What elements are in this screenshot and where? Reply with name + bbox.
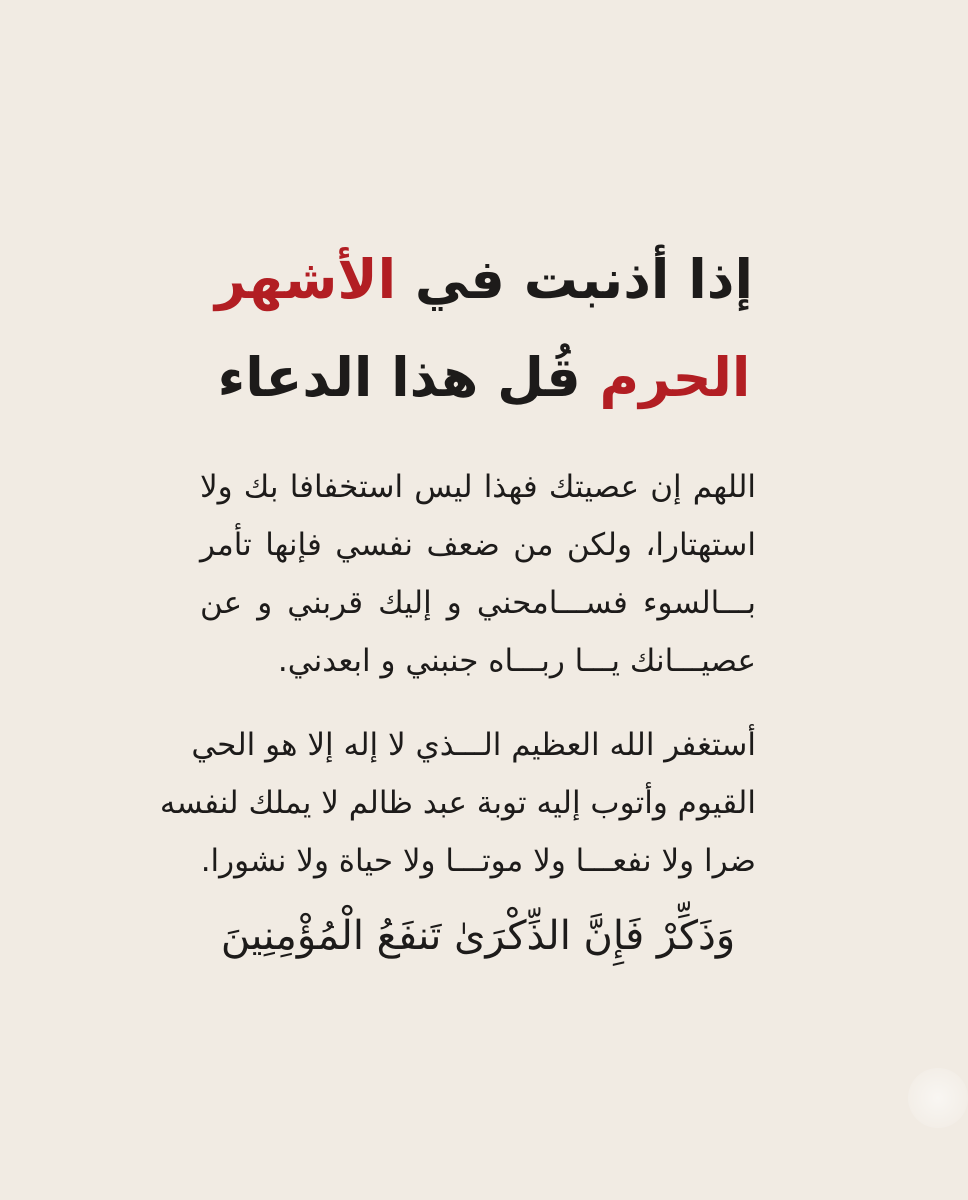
title-line-2 [180, 346, 788, 411]
corner-glare [908, 1068, 968, 1128]
istighfar-line: القيوم وأتوب إليه توبة عبد ظالم لا يملك لنفسه [159, 785, 756, 821]
title-line-1-text: إذا أذنبت في [414, 248, 753, 311]
title-line-2-text: قُل هذا الدعاء [217, 346, 581, 409]
dua-line: استهتارا، ولكن من ضعف نفسي فإنها تأمر [200, 527, 756, 563]
title-line-1 [180, 248, 788, 313]
istighfar-line: ضرا ولا نفعـــا ولا موتـــا ولا حياة ولا نشورا. [200, 843, 756, 879]
dua-paragraph-1 [200, 458, 756, 690]
dua-line: عصيـــانك يـــا ربـــاه جنبني و ابعدني. [277, 643, 756, 679]
dua-line: بـــالسوء فســـامحني و إليك قربني و عن [200, 585, 756, 621]
title-line-1-accent: الأشهر [215, 248, 397, 311]
quran-verse: وَذَكِّرْ فَإِنَّ الذِّكْرَىٰ تَنفَعُ الْمُؤْمِنِينَ [220, 913, 736, 959]
title-line-2-accent: الحرم [599, 346, 751, 409]
istighfar-paragraph [159, 716, 756, 890]
istighfar-line: أستغفر الله العظيم الـــذي لا إله إلا هو الحي [191, 727, 756, 763]
dua-line: اللهم إن عصيتك فهذا ليس استخفافا بك ولا [200, 469, 756, 505]
